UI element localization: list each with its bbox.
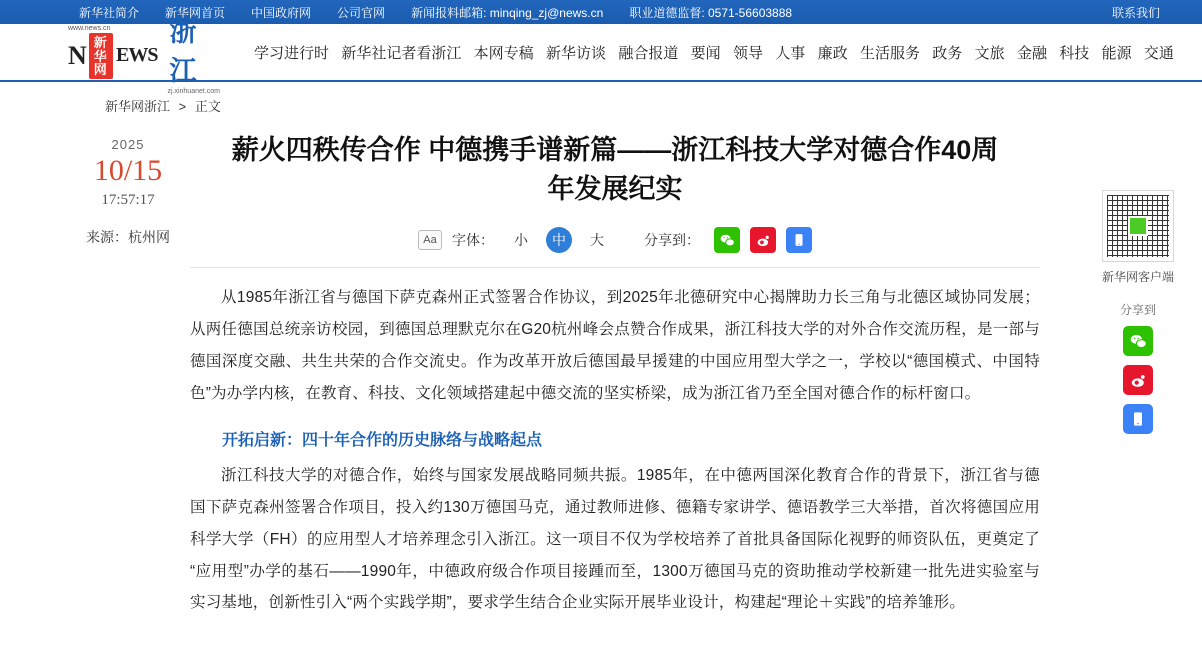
nav-item-15[interactable]: 交通 bbox=[1143, 44, 1174, 62]
article-paragraph-1: 从1985年浙江省与德国下萨克森州正式签署合作协议，到2025年北德研究中心揭牌助力长三角与北德区域协同发展；从两任德国总统亲访校园，到德国总理默克尔在G20杭州峰会点赞合作成果，浙江科技大学的对外合作交流历程，是一部与德国深度交融、共生共荣的合作交流史。作为改革开放后德国最早援建的中国应用型大学之一，学校以“德国模式、中国特色”为办学内核，在教育、科技、文化领域搭建起中德交流的坚实桥梁，成为浙江省乃至全国对德合作的标杆窗口。 bbox=[190, 289, 1040, 402]
article-paragraph-2: 浙江科技大学的对德合作，始终与国家发展战略同频共振。1985年，在中德两国深化教育合作的背景下，浙江省与德国下萨克森州签署合作项目，投入约130万德国马克，通过教师进修、德籍专家讲学、德语教学三大举措，首次将德国应用科学大学（FH）的应用型人才培养理念引入浙江。这一项目不仅为学校培养了首批具备国际化视野的师资队伍，更奠定了“应用型”办学的基石——1990年，中德政府级合作项目接踵而至，1300万德国马克的资助推动学校新建一批先进实验室与实习基地，创新性引入“两个实践学期”，要求学生结合企业实际开展毕业设计，构建起“理论＋实践”的培养雏形。 bbox=[190, 467, 1040, 612]
nav-item-11[interactable]: 文旅 bbox=[974, 44, 1005, 62]
font-size-label: 字体： bbox=[452, 232, 494, 249]
nav-item-13[interactable]: 科技 bbox=[1059, 44, 1090, 62]
logo-letters-ews: EWS bbox=[116, 44, 158, 67]
breadcrumb bbox=[0, 82, 1202, 115]
wechat-icon[interactable] bbox=[714, 227, 740, 253]
breadcrumb-current: 正文 bbox=[194, 99, 221, 114]
nav-item-9[interactable]: 生活服务 bbox=[859, 44, 920, 62]
nav-item-2[interactable]: 本网专稿 bbox=[473, 44, 534, 62]
logo-letter-n: N bbox=[68, 40, 86, 70]
article-source: 来源：杭州网 bbox=[86, 229, 170, 245]
rail-weibo-icon[interactable] bbox=[1123, 365, 1153, 395]
font-size-icon: Aa bbox=[418, 230, 442, 250]
rail-share-label: 分享到 bbox=[1119, 303, 1156, 317]
top-link-1[interactable]: 新华网首页 bbox=[165, 5, 226, 20]
right-rail bbox=[1092, 190, 1184, 434]
publish-monthday: 10/15 bbox=[93, 154, 163, 187]
top-link-2[interactable]: 中国政府网 bbox=[251, 5, 312, 20]
nav-item-3[interactable]: 新华访谈 bbox=[545, 44, 606, 62]
qr-code-image bbox=[1107, 195, 1169, 257]
article-meta-column bbox=[72, 115, 184, 621]
article-body bbox=[184, 115, 1064, 621]
logo-province-domain: zj.xinhuanet.com bbox=[167, 87, 220, 95]
toolbar-divider bbox=[190, 267, 1040, 268]
top-link-0[interactable]: 新华社简介 bbox=[79, 5, 140, 20]
content-wrapper bbox=[0, 115, 1202, 621]
nav-item-5[interactable]: 要闻 bbox=[690, 44, 721, 62]
article-subheading-1: 开拓启新：四十年合作的历史脉络与战略起点 bbox=[222, 432, 543, 450]
nav-item-8[interactable]: 廉政 bbox=[817, 44, 848, 62]
nav-item-14[interactable]: 能源 bbox=[1101, 44, 1132, 62]
app-icon[interactable] bbox=[786, 227, 812, 253]
page-title: 薪火四秩传合作 中德携手谱新篇——浙江科技大学对德合作40周年发展纪实 bbox=[231, 135, 999, 205]
publish-year: 2025 bbox=[111, 137, 145, 152]
nav-item-7[interactable]: 人事 bbox=[775, 44, 806, 62]
nav-item-1[interactable]: 新华社记者看浙江 bbox=[341, 44, 462, 62]
nav-item-10[interactable]: 政务 bbox=[932, 44, 963, 62]
font-size-small-button[interactable]: 小 bbox=[514, 232, 528, 249]
logo-province: 浙江 bbox=[169, 16, 197, 87]
font-size-medium-button[interactable]: 中 bbox=[546, 227, 572, 253]
xinhua-logo-mark bbox=[68, 25, 157, 79]
main-navigation bbox=[220, 42, 1182, 63]
qr-code-label: 新华网客户端 bbox=[1101, 270, 1174, 284]
publish-time: 17:57:17 bbox=[101, 192, 155, 208]
top-link-4[interactable]: 新闻报料邮箱: minqing_zj@news.cn bbox=[411, 5, 604, 20]
rail-share-icons bbox=[1092, 326, 1184, 434]
top-link-3[interactable]: 公司官网 bbox=[337, 5, 386, 20]
site-header bbox=[0, 16, 1202, 95]
logo-brand-box: 新华网 bbox=[89, 33, 113, 79]
page-body bbox=[0, 82, 1202, 621]
top-link-5[interactable]: 职业道德监督: 0571-56603888 bbox=[629, 5, 793, 20]
contact-us-link[interactable]: 联系我们 bbox=[1111, 5, 1160, 20]
nav-item-0[interactable]: 学习进行时 bbox=[254, 44, 330, 62]
logo-domain-text: www.news.cn bbox=[68, 25, 111, 33]
weibo-icon[interactable] bbox=[750, 227, 776, 253]
share-label: 分享到： bbox=[644, 232, 700, 249]
nav-item-6[interactable]: 领导 bbox=[732, 44, 763, 62]
breadcrumb-separator: > bbox=[178, 99, 187, 114]
nav-item-12[interactable]: 金融 bbox=[1016, 44, 1047, 62]
rail-app-icon[interactable] bbox=[1123, 404, 1153, 434]
breadcrumb-root[interactable]: 新华网浙江 bbox=[105, 99, 171, 114]
qr-code-box bbox=[1102, 190, 1174, 262]
nav-item-4[interactable]: 融合报道 bbox=[618, 44, 679, 62]
font-size-large-button[interactable]: 大 bbox=[590, 232, 604, 249]
article-toolbar bbox=[190, 227, 1040, 253]
rail-wechat-icon[interactable] bbox=[1123, 326, 1153, 356]
